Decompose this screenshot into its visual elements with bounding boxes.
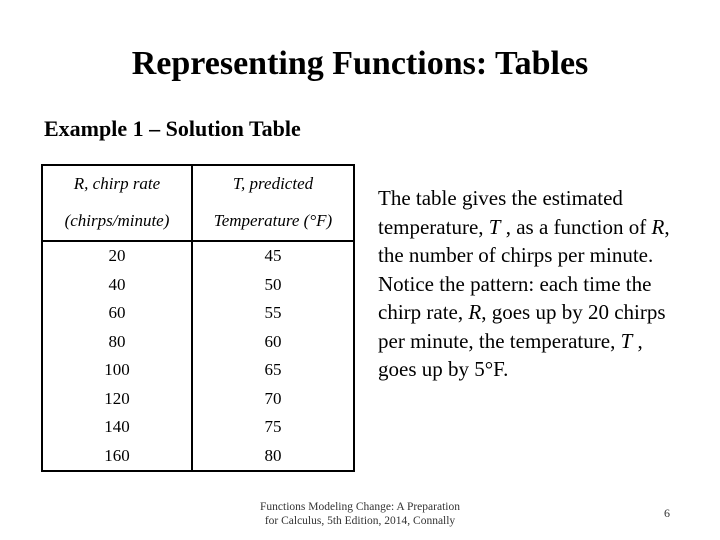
footer-citation bbox=[240, 500, 480, 528]
table-row bbox=[42, 356, 354, 385]
slide-title: Representing Functions: Tables bbox=[131, 45, 589, 82]
slide-number: 6 bbox=[664, 506, 670, 520]
cell-chirp-rate: 140 bbox=[42, 413, 192, 442]
cell-temperature: 50 bbox=[192, 271, 354, 300]
cell-chirp-rate: 20 bbox=[42, 241, 192, 271]
cell-temperature: 70 bbox=[192, 385, 354, 414]
table-row bbox=[42, 442, 354, 472]
cell-temperature: 60 bbox=[192, 328, 354, 357]
cell-chirp-rate: 100 bbox=[42, 356, 192, 385]
table-row bbox=[42, 241, 354, 271]
header-temperature: T, predicted bbox=[192, 165, 354, 202]
table-row bbox=[42, 271, 354, 300]
variable-t: T bbox=[620, 328, 633, 353]
cell-chirp-rate: 160 bbox=[42, 442, 192, 472]
variable-t: T bbox=[488, 214, 501, 239]
header-chirp-units: (chirps/minute) bbox=[42, 202, 192, 241]
cell-temperature: 65 bbox=[192, 356, 354, 385]
header-temperature-units: Temperature (°F) bbox=[192, 202, 354, 241]
description-part: , the number of chirps per minute. Notice the pattern: each time the chirp rate, bbox=[378, 214, 670, 324]
cell-temperature: 75 bbox=[192, 413, 354, 442]
footer-line: Functions Modeling Change: A Preparation bbox=[260, 501, 460, 513]
footer-line: for Calculus, 5th Edition, 2014, Connally bbox=[264, 515, 456, 527]
description-part: , goes up by 20 chirps per minute, the temperature, bbox=[378, 300, 666, 353]
cell-chirp-rate: 80 bbox=[42, 328, 192, 357]
variable-r: R bbox=[651, 214, 665, 239]
variable-r: R bbox=[468, 300, 482, 324]
cell-temperature: 55 bbox=[192, 299, 354, 328]
table-row bbox=[42, 328, 354, 357]
cell-temperature: 45 bbox=[192, 241, 354, 271]
description-part: The table gives the estimated temperature, bbox=[378, 186, 623, 239]
table-header-row bbox=[42, 165, 354, 202]
cell-chirp-rate: 40 bbox=[42, 271, 192, 300]
cell-chirp-rate: 120 bbox=[42, 385, 192, 414]
solution-table bbox=[41, 164, 355, 472]
header-chirp-rate: R, chirp rate bbox=[42, 165, 192, 202]
cell-chirp-rate: 60 bbox=[42, 299, 192, 328]
table-row bbox=[42, 299, 354, 328]
table-row bbox=[42, 385, 354, 414]
description-part: , as a function of bbox=[500, 214, 652, 239]
description-part: , goes up by 5°F. bbox=[378, 328, 643, 381]
table-row bbox=[42, 413, 354, 442]
table-header-units-row bbox=[42, 202, 354, 241]
description-text bbox=[378, 184, 678, 384]
cell-temperature: 80 bbox=[192, 442, 354, 472]
slide-subtitle: Example 1 – Solution Table bbox=[44, 116, 301, 141]
